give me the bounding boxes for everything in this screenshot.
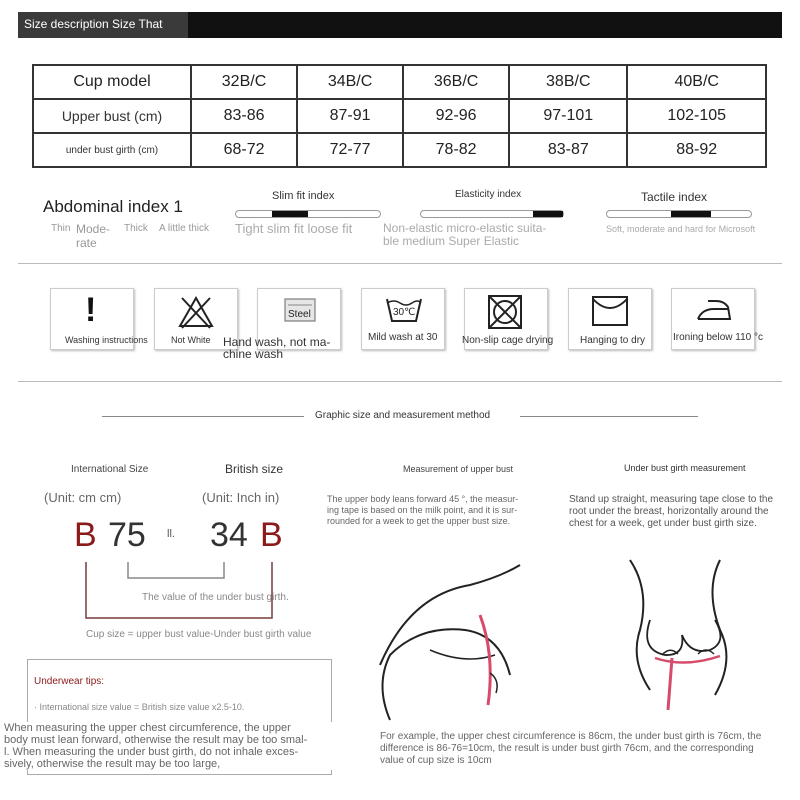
care-caption: Hand wash, not ma- chine wash xyxy=(223,335,331,361)
british-unit: (Unit: Inch in) xyxy=(202,490,280,505)
cup-letter-british: B xyxy=(260,516,283,554)
table-cell: 68-72 xyxy=(191,133,297,167)
table-cell: 87-91 xyxy=(297,99,403,133)
divider xyxy=(520,416,698,417)
upper-bust-text: The upper body leans forward 45 °, the measur- ing tape is based on the milk point, and it is sur- rounded for a week to get the upper bust size. xyxy=(327,494,519,526)
table-cell: 32B/C xyxy=(191,65,297,99)
british-size-label: British size xyxy=(225,462,284,476)
separator: ll. xyxy=(167,528,175,540)
tactile-title: Tactile index xyxy=(641,190,708,204)
wash-temp: 30℃ xyxy=(393,307,416,318)
tactile-labels: Soft, moderate and hard for Microsoft xyxy=(606,224,756,234)
international-size-label: International Size xyxy=(71,464,149,475)
band-number-british: 34 xyxy=(210,516,248,554)
thickness-thin: Thin xyxy=(51,223,71,234)
tips-title: Underwear tips: xyxy=(34,676,105,687)
care-label: Ironing below 110 °c xyxy=(673,332,763,343)
table-cell: 40B/C xyxy=(627,65,766,99)
table-row xyxy=(33,65,766,99)
table-cell: 83-86 xyxy=(191,99,297,133)
care-label: Non-slip cage drying xyxy=(462,335,554,346)
table-cell: Cup model xyxy=(33,65,191,99)
under-bust-text: Stand up straight, measuring tape close to the root under the breast, horizontally around the chest for a week, get under bust girth size. xyxy=(569,494,774,529)
band-number-intl: 75 xyxy=(108,516,146,554)
table-cell: under bust girth (cm) xyxy=(33,133,191,167)
care-label: Not White xyxy=(171,335,211,345)
divider xyxy=(18,381,782,382)
tactile-bar xyxy=(606,210,752,218)
thickness-a-little-thick: A little thick xyxy=(159,223,210,234)
slim-fit-labels: Tight slim fit loose fit xyxy=(235,221,353,236)
table-cell: 78-82 xyxy=(403,133,509,167)
care-label: Steel xyxy=(288,309,311,320)
divider xyxy=(18,263,782,264)
bracket-lines xyxy=(80,560,290,620)
table-cell: 34B/C xyxy=(297,65,403,99)
thickness-thick: Thick xyxy=(124,223,148,234)
table-row xyxy=(33,99,766,133)
example-text: For example, the upper chest circumference is 86cm, the under bust girth is 76cm, the difference is 86-76=10cm, the result is under bust girth 76cm, and the corresponding value of cup size is 10cm xyxy=(380,731,762,766)
header-bar xyxy=(18,12,782,38)
table-cell: 102-105 xyxy=(627,99,766,133)
table-cell: 92-96 xyxy=(403,99,509,133)
table-cell: 72-77 xyxy=(297,133,403,167)
upper-bust-title: Measurement of upper bust xyxy=(403,464,514,474)
abdominal-index-title: Abdominal index 1 xyxy=(43,197,183,216)
under-bust-figure xyxy=(610,550,760,720)
thickness-moderate: Mode- rate xyxy=(76,222,111,250)
tips-line: · International size value = British size value x2.5-10. xyxy=(34,702,245,712)
method-title: Graphic size and measurement method xyxy=(315,410,491,421)
care-label: Mild wash at 30 xyxy=(368,332,438,343)
hang-dry-icon xyxy=(591,295,629,327)
upper-bust-figure xyxy=(370,555,540,725)
slim-fit-bar xyxy=(235,210,381,218)
care-label: Hanging to dry xyxy=(580,335,646,346)
care-label: Washing instructions xyxy=(65,335,148,345)
cup-formula: Cup size = upper bust value-Under bust girth value xyxy=(86,629,312,640)
elasticity-bar xyxy=(420,210,564,218)
cup-letter-intl: B xyxy=(74,516,97,554)
size-table xyxy=(32,64,767,168)
divider xyxy=(102,416,304,417)
exclamation-icon: ! xyxy=(85,291,97,329)
iron-icon xyxy=(694,297,734,323)
elasticity-title: Elasticity index xyxy=(455,189,522,200)
table-cell: 38B/C xyxy=(509,65,627,99)
no-bleach-icon xyxy=(177,295,215,329)
tips-warning: When measuring the upper chest circumference, the upper body must lean forward, otherwise the result may be too smal- l. When measuring the under bust girth, do not inhale exces- sively, otherwise the result may be too large, xyxy=(4,722,349,770)
header-title: Size description Size That xyxy=(24,17,163,31)
table-cell: 83-87 xyxy=(509,133,627,167)
table-cell: 36B/C xyxy=(403,65,509,99)
intl-unit: (Unit: cm cm) xyxy=(44,490,122,505)
table-cell: 88-92 xyxy=(627,133,766,167)
slim-fit-title: Slim fit index xyxy=(272,190,335,202)
elasticity-labels: Non-elastic micro-elastic suita- ble medium Super Elastic xyxy=(383,221,547,248)
under-bust-value-note: The value of the under bust girth. xyxy=(142,592,289,603)
table-cell: 97-101 xyxy=(509,99,627,133)
no-tumble-dry-icon xyxy=(487,294,523,330)
under-bust-title: Under bust girth measurement xyxy=(624,463,746,473)
table-row xyxy=(33,133,766,167)
table-cell: Upper bust (cm) xyxy=(33,99,191,133)
